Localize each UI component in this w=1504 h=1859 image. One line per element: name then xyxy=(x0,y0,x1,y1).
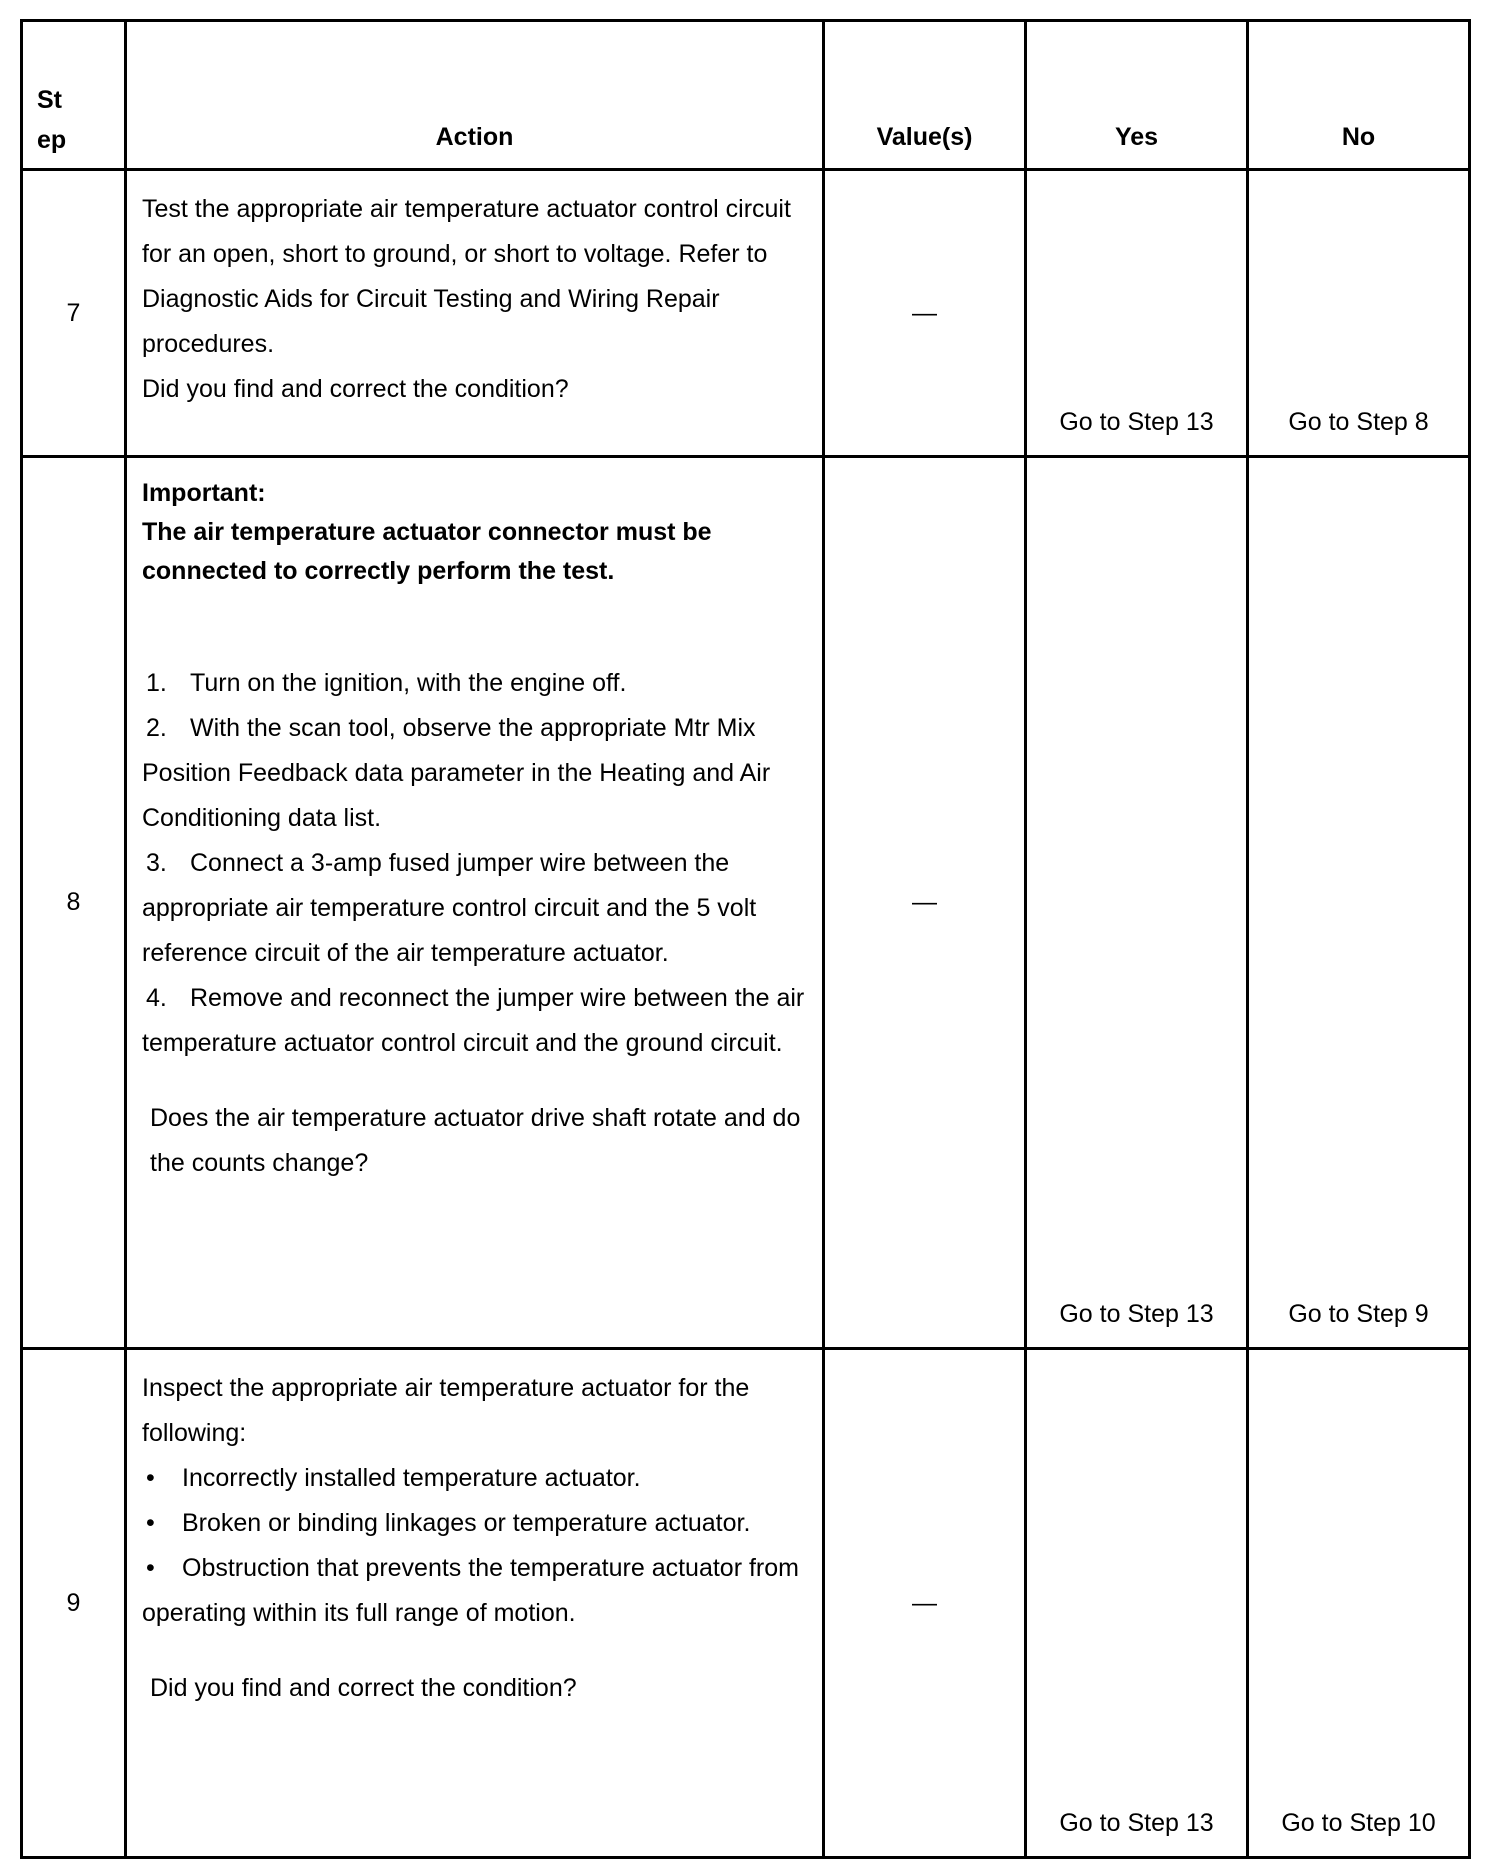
step-number: 7 xyxy=(22,170,126,457)
yes-cell: Go to Step 13 xyxy=(1026,457,1248,1349)
important-text: The air temperature actuator connector must be connected to correctly perform the test. xyxy=(142,518,712,585)
action-question: Did you find and correct the condition? xyxy=(142,375,569,403)
yes-cell: Go to Step 13 xyxy=(1026,170,1248,457)
value-cell: — xyxy=(824,457,1026,1349)
step-number: 9 xyxy=(22,1349,126,1858)
action-intro: Inspect the appropriate air temperature actuator for the following: xyxy=(142,1374,750,1447)
yes-cell: Go to Step 13 xyxy=(1026,1349,1248,1858)
step-column-header: St ep xyxy=(22,21,126,170)
no-cell: Go to Step 8 xyxy=(1248,170,1470,457)
action-cell xyxy=(126,457,824,1349)
bullet-item: • Incorrectly installed temperature actuator. xyxy=(146,1464,641,1492)
action-cell xyxy=(126,170,824,457)
action-column-header: Action xyxy=(126,21,824,170)
value-cell: — xyxy=(824,1349,1026,1858)
procedure-step: 2. With the scan tool, observe the appropriate Mtr Mix Position Feedback data parameter in the Heating and Air Conditioning data list. xyxy=(142,714,771,832)
values-column-header: Value(s) xyxy=(824,21,1026,170)
bullet-item: • Broken or binding linkages or temperature actuator. xyxy=(146,1509,751,1537)
diagnostic-table xyxy=(20,19,1471,1859)
action-cell xyxy=(126,1349,824,1858)
table-row-step-8 xyxy=(22,457,1470,1349)
action-text: Test the appropriate air temperature actuator control circuit for an open, short to ground, or short to voltage. Refer to Diagnostic Aids for Circuit Testing and Wiring Repair procedures. xyxy=(142,195,791,358)
action-question: Does the air temperature actuator drive shaft rotate and do the counts change? xyxy=(150,1104,801,1177)
value-cell: — xyxy=(824,170,1026,457)
procedure-step: 4. Remove and reconnect the jumper wire between the air temperature actuator control circuit and the ground circuit. xyxy=(142,984,805,1057)
no-cell: Go to Step 10 xyxy=(1248,1349,1470,1858)
yes-column-header: Yes xyxy=(1026,21,1248,170)
step-number: 8 xyxy=(22,457,126,1349)
header-row xyxy=(22,21,1470,170)
bullet-item: • Obstruction that prevents the temperature actuator from operating within its full range of motion. xyxy=(142,1554,799,1627)
important-label: Important: xyxy=(142,479,266,507)
no-column-header: No xyxy=(1248,21,1470,170)
action-question: Did you find and correct the condition? xyxy=(150,1674,577,1702)
procedure-step: 1. Turn on the ignition, with the engine off. xyxy=(146,669,627,697)
no-cell: Go to Step 9 xyxy=(1248,457,1470,1349)
table-row-step-9 xyxy=(22,1349,1470,1858)
table-row-step-7 xyxy=(22,170,1470,457)
procedure-step: 3. Connect a 3-amp fused jumper wire between the appropriate air temperature control circuit and the 5 volt reference circuit of the air temperature actuator. xyxy=(142,849,757,967)
